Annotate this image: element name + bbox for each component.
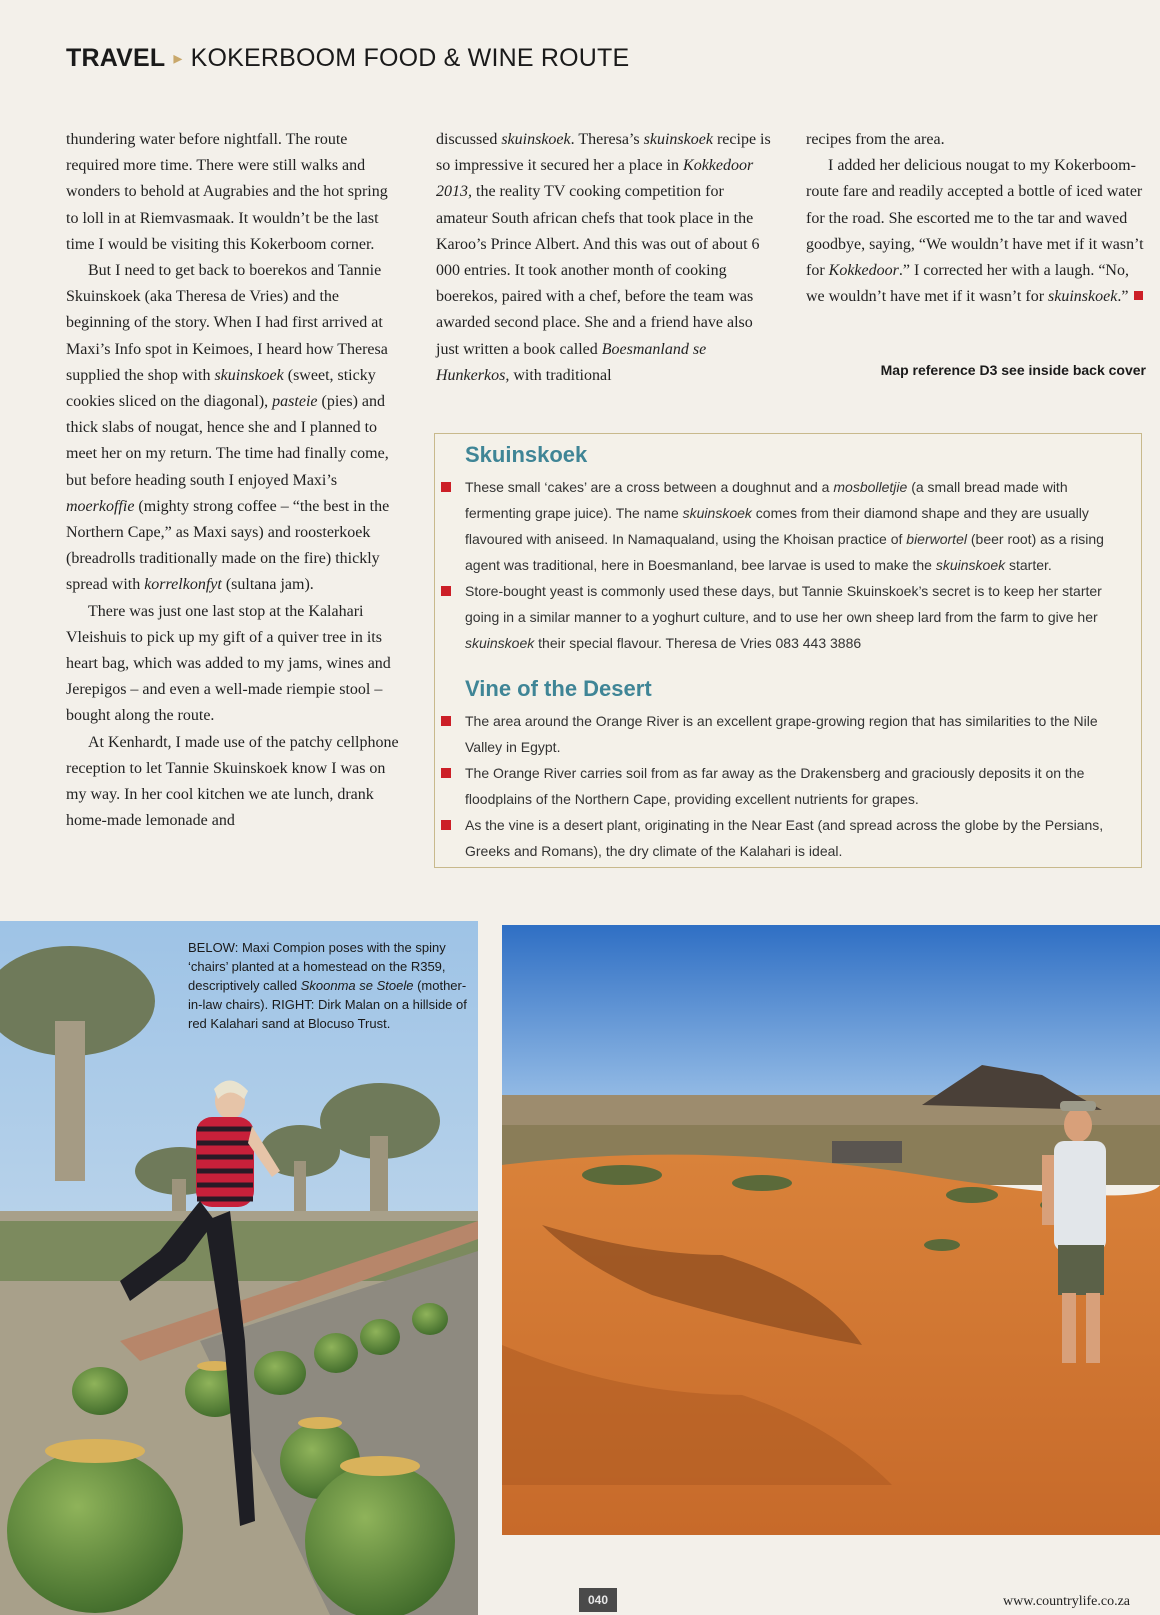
paragraph bbox=[436, 127, 774, 389]
article-column-1 bbox=[66, 127, 404, 834]
italic-term: skuinskoek bbox=[643, 131, 713, 148]
photo-caption bbox=[188, 938, 470, 1033]
text-run: Store-bought yeast is commonly used these days, but Tannie Skuinskoek’s secret is to keep her starter going in a similar manner to a yoghurt culture, and to use her own sheep lard from the farm to give her bbox=[465, 583, 1102, 625]
text-run: with traditional bbox=[509, 366, 612, 384]
bullet-icon bbox=[441, 820, 451, 830]
sidebar-bullet-item bbox=[465, 708, 1125, 760]
text-run: . Theresa’s bbox=[570, 131, 644, 148]
text-run: (sultana jam). bbox=[221, 576, 314, 594]
end-mark-icon bbox=[1134, 291, 1143, 300]
italic-term: korrelkonfyt bbox=[144, 576, 222, 594]
text-run: discussed bbox=[436, 131, 502, 148]
text-run: These small ‘cakes’ are a cross between a doughnut and a bbox=[465, 479, 834, 495]
text-run: comes from their diamond shape and they are usually flavoured with aniseed. In Namaqualand, using the Khoisan practice of bbox=[465, 505, 1089, 547]
text-run: .” I corrected her with a laugh. “No, we wouldn’t have met if it wasn’t for bbox=[806, 262, 1129, 306]
article-topic: KOKERBOOM FOOD & WINE ROUTE bbox=[190, 44, 630, 72]
italic-term: skuinskoek bbox=[214, 366, 284, 384]
italic-term: moerkoffie bbox=[66, 497, 135, 515]
italic-term: Kokkedoor bbox=[828, 262, 899, 280]
text-run: recipe is so impressive it secured her a place in bbox=[436, 131, 771, 175]
header-separator-icon: ▸ bbox=[173, 48, 183, 68]
italic-term: pasteie bbox=[272, 393, 318, 411]
bullet-icon bbox=[441, 768, 451, 778]
paragraph bbox=[806, 153, 1144, 310]
italic-term: skuinskoek bbox=[465, 635, 535, 651]
bullet-icon bbox=[441, 482, 451, 492]
sidebar-bullet-item bbox=[465, 578, 1125, 656]
photo-kalahari-dune bbox=[502, 925, 1160, 1535]
text-run: (mother-in-law chairs). RIGHT: Dirk Malan on a hillside of red Kalahari sand at Blocuso Trust. bbox=[188, 978, 467, 1031]
italic-term: Skoonma se Stoele bbox=[300, 978, 414, 993]
bullet-icon bbox=[441, 586, 451, 596]
article-column-3 bbox=[806, 127, 1144, 310]
page-header bbox=[66, 44, 629, 73]
page-number: 040 bbox=[579, 1588, 617, 1612]
paragraph bbox=[66, 258, 404, 599]
text-run: But I need to get back to boerekos and Tannie Skuinskoek (aka Theresa de Vries) and the beginning of the story. When I had first arrived at Maxi’s Info spot in Keimoes, I heard how Theresa supplied the shop with bbox=[66, 262, 388, 384]
sidebar-bullet-item bbox=[465, 812, 1125, 864]
text-run: The Orange River carries soil from as far away as the Drakensberg and graciously deposits it on the floodplains of the Northern Cape, providing excellent nutrients for grapes. bbox=[465, 765, 1085, 807]
text-run: (sweet, sticky cookies sliced on the diagonal), bbox=[66, 366, 376, 411]
text-run: their special flavour. Theresa de Vries 083 443 3886 bbox=[534, 635, 862, 651]
text-run: I added her delicious nougat to my Kokerboom-route fare and readily accepted a bottle of iced water for the road. She escorted me to the tar and waved goodbye, saying, “We wouldn’t have met if it wasn’t for bbox=[806, 157, 1144, 280]
italic-term: skuinskoek bbox=[935, 557, 1006, 573]
paragraph: recipes from the area. bbox=[806, 131, 945, 148]
italic-term: mosbolletjie bbox=[833, 479, 908, 495]
map-reference: Map reference D3 see inside back cover bbox=[880, 362, 1146, 378]
text-run: .” bbox=[1117, 288, 1129, 306]
text-run: starter. bbox=[1005, 557, 1052, 573]
text-run: (a small bread made with fermenting grape juice). The name bbox=[465, 479, 1068, 521]
italic-term: Kokkedoor 2013, bbox=[436, 157, 754, 201]
paragraph: There was just one last stop at the Kalahari Vleishuis to pick up my gift of a quiver tree in its heart bag, which was added to my jams, wines and Jerepigos – and even a well-made riempie stool – bought along the route. bbox=[66, 602, 391, 725]
bullet-icon bbox=[441, 716, 451, 726]
sidebar-title-vine: Vine of the Desert bbox=[465, 676, 652, 701]
paragraph: At Kenhardt, I made use of the patchy cellphone reception to let Tannie Skuinskoek know I was on my way. In her cool kitchen we ate lunch, drank home-made lemonade and bbox=[66, 733, 399, 830]
text-run: (pies) and thick slabs of nougat, hence she and I planned to meet her on my return. The time had finally come, but before heading south I enjoyed Maxi’s bbox=[66, 393, 389, 489]
paragraph: thundering water before nightfall. The route required more time. There were still walks and wonders to behold at Augrabies and the hot spring to loll in at Riemvasmaak. It wouldn’t be the last time I would be visiting this Kokerboom corner. bbox=[66, 131, 388, 253]
text-run: the reality TV cooking competition for amateur South african chefs that took place in the Karoo’s Prince Albert. And this was out of about 6 000 entries. It took another month of cooking boerekos, paired with a chef, before the team was awarded second place. She and a friend have also just written a book called bbox=[436, 183, 760, 358]
italic-term: skuinskoek bbox=[1048, 288, 1118, 306]
info-sidebar bbox=[434, 433, 1142, 868]
italic-term: bierwortel bbox=[906, 531, 967, 547]
text-run: The area around the Orange River is an excellent grape-growing region that has similarities to the Nile Valley in Egypt. bbox=[465, 713, 1098, 755]
italic-term: skuinskoek bbox=[682, 505, 752, 521]
text-run: (mighty strong coffee – “the best in the Northern Cape,” as Maxi says) and roosterkoek (breadrolls traditionally made on the fire) thickly spread with bbox=[66, 497, 390, 594]
sidebar-bullet-item bbox=[465, 760, 1125, 812]
italic-term: skuinskoek bbox=[501, 131, 571, 148]
text-run: (beer root) as a rising agent was traditional, here in Boesmanland, bee larvae is used to make the bbox=[465, 531, 1104, 573]
sidebar-title-skuinskoek: Skuinskoek bbox=[465, 442, 588, 467]
text-run: BELOW: Maxi Compion poses with the spiny ‘chairs’ planted at a homestead on the R359, descriptively called bbox=[188, 940, 446, 993]
footer-url: www.countrylife.co.za bbox=[1003, 1594, 1130, 1609]
section-label: TRAVEL bbox=[66, 44, 166, 72]
article-column-2 bbox=[436, 127, 774, 389]
kalahari-dune-illustration bbox=[502, 925, 1160, 1535]
sidebar-bullet-item bbox=[465, 474, 1125, 578]
italic-term: Boesmanland se Hunkerkos, bbox=[436, 340, 707, 384]
text-run: As the vine is a desert plant, originating in the Near East (and spread across the globe by the Persians, Greeks and Romans), the dry climate of the Kalahari is ideal. bbox=[465, 817, 1104, 859]
